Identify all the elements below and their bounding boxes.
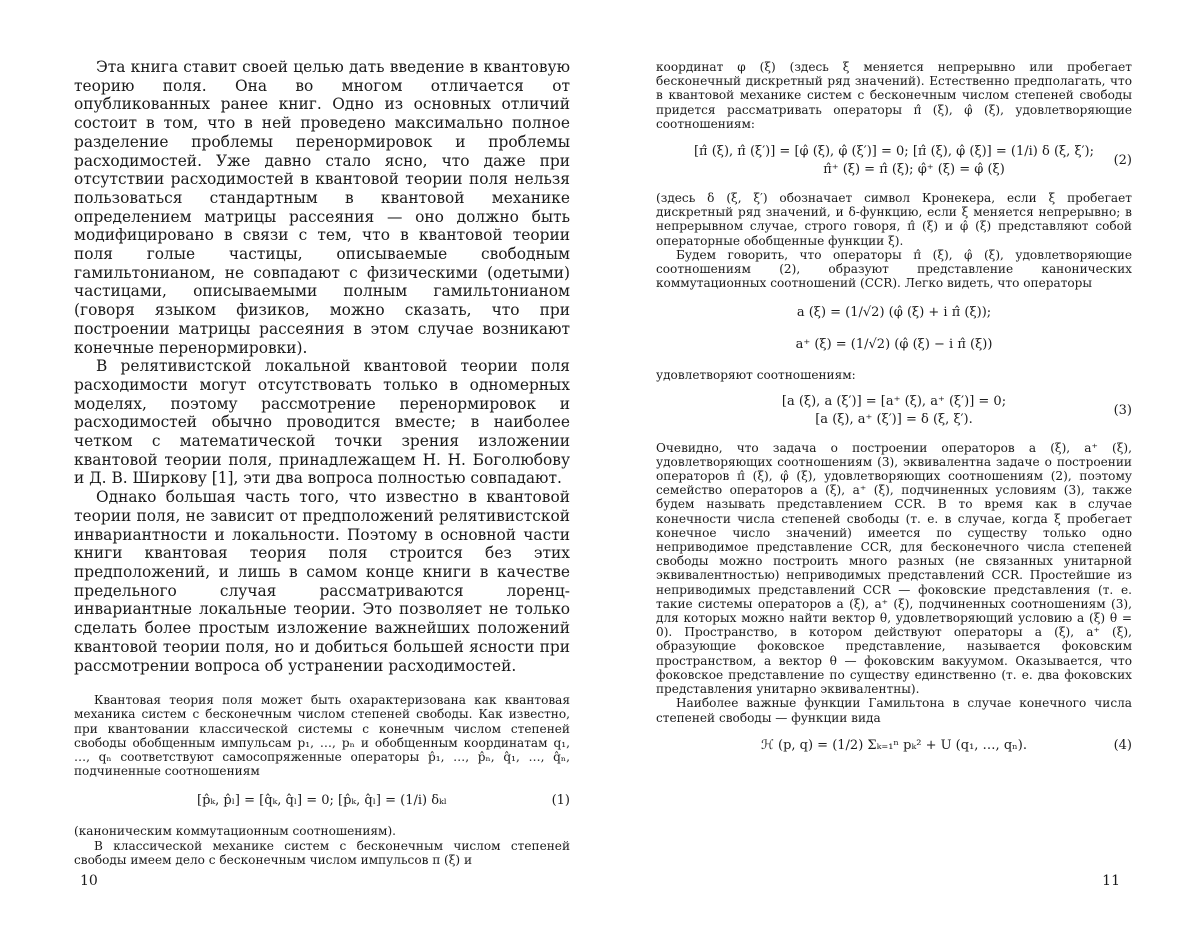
paragraph: Квантовая теория поля может быть охарактеризована как квантовая механика систем с бесконечным числом степеней свободы. Как известно, при квантовании классической системы с конечным числом степеней свободы обобщенным импульсам p₁, …, pₙ и обобщенным координатам q₁, …, qₙ соответствуют самосопряженные операторы p̂₁, …, p̂ₙ, q̂₁, …, q̂ₙ, подчиненные соотношениям bbox=[74, 693, 570, 779]
paragraph: Наиболее важные функции Гамильтона в случае конечного числа степеней свободы — функции вида bbox=[656, 696, 1132, 725]
right-page bbox=[600, 0, 1200, 935]
equation-line: π̂⁺ (ξ) = π̂ (ξ); φ̂⁺ (ξ) = φ̂ (ξ) bbox=[823, 162, 1005, 178]
paragraph: В релятивистской локальной квантовой теории поля расходимости могут отсутствовать только в одномерных моделях, поэтому рассмотрение перенормировок и расходимостей обычно проводится вместе; в наиболее четком с математической точки зрения изложении квантовой теории поля, принадлежащем Н. Н. Боголюбову и Д. В. Ширкову [1], эти два вопроса полностью совпадают. bbox=[74, 357, 570, 488]
equation-number: (1) bbox=[551, 793, 570, 809]
equation-4 bbox=[656, 737, 1132, 755]
small-text bbox=[74, 693, 570, 867]
equation-a bbox=[656, 304, 1132, 354]
equation-line: [a (ξ), a⁺ (ξ′)] = δ (ξ, ξ′). bbox=[815, 411, 973, 427]
paragraph: удовлетворяют соотношениям: bbox=[656, 368, 856, 383]
page-number: 10 bbox=[80, 873, 98, 889]
paragraph: (здесь δ (ξ, ξ′) обозначает символ Кронекера, если ξ пробегает дискретный ряд значений, и δ-функцию, если ξ меняется непрерывно; в непрерывном случае, строго говоря, π̂ (ξ) и φ̂ (ξ) представляют собой операторные обобщенные функции ξ). bbox=[656, 191, 1132, 248]
paragraph: координат φ (ξ) (здесь ξ меняется непрерывно или пробегает бесконечный дискретный ряд значений). Естественно предполагать, что в квантовой механике систем с бесконечным числом степеней свободы придется рассматривать операторы π̂ (ξ), φ̂ (ξ), удовлетворяющие соотношениям: bbox=[656, 60, 1132, 131]
page-number: 11 bbox=[1102, 873, 1120, 889]
paragraph: (каноническим коммутационным соотношениям). bbox=[74, 824, 397, 839]
equation-number: (4) bbox=[1113, 737, 1132, 753]
paragraph: В классической механике систем с бесконечным числом степеней свободы имеем дело с бесконечным числом импульсов π (ξ) и bbox=[74, 838, 570, 867]
equation-line: [a (ξ), a (ξ′)] = [a⁺ (ξ), a⁺ (ξ′)] = 0; bbox=[781, 393, 1007, 409]
equation-2 bbox=[656, 143, 1132, 179]
right-text bbox=[656, 60, 1132, 755]
equation-line: ℋ (p, q) = (1/2) Σₖ₌₁ⁿ pₖ² + U (q₁, …, qₙ). bbox=[761, 737, 1027, 753]
equation-line: [π̂ (ξ), π̂ (ξ′)] = [φ̂ (ξ), φ̂ (ξ′)] = 0; [π̂ (ξ), φ̂ (ξ)] = (1/i) δ (ξ, ξ′); bbox=[693, 144, 1095, 160]
equation-1 bbox=[74, 792, 570, 810]
paragraph: Очевидно, что задача о построении операторов a (ξ), a⁺ (ξ), удовлетворяющих соотношениям (3), эквивалентна задаче о построении операторов π̂ (ξ), φ̂ (ξ), удовлетворяющих соотношениям (2), поэтому семейство операторов a (ξ), a⁺ (ξ), подчиненных условиям (3), также будем называть представлением CCR. В то время как в случае конечности числа степеней свободы (т. е. в случае, когда ξ пробегает конечное число значений) имеется по существу только одно неприводимое представление CCR, для бесконечного числа степеней свободы можно построить много разных (не связанных унитарной эквивалентностью) неприводимых представлений CCR. Простейшие из неприводимых представлений CCR — фоковские представления (т. е. такие системы операторов a (ξ), a⁺ (ξ), подчиненных соотношениям (3), для которых можно найти вектор θ, удовлетворяющий условию a (ξ) θ = 0). Пространство, в котором действуют операторы a (ξ), a⁺ (ξ), образующие фоковское представление, называется фоковским пространством, а вектор θ — фоковским вакуумом. Оказывается, что фоковское представление по существу единственно (т. е. два фоковских представления унитарно эквивалентны). bbox=[656, 440, 1132, 697]
equation-number: (3) bbox=[1113, 402, 1132, 418]
main-text bbox=[74, 58, 570, 675]
paragraph: Будем говорить, что операторы π̂ (ξ), φ̂ (ξ), удовлетворяющие соотношениям (2), образуют представление канонических коммутационных соотношений (CCR). Легко видеть, что операторы bbox=[656, 247, 1132, 291]
equation-number: (2) bbox=[1113, 153, 1132, 169]
paragraph: Однако большая часть того, что известно в квантовой теории поля, не зависит от предположений релятивистской инвариантности и локальности. Поэтому в основной части книги квантовая теория поля строится без этих предположений, и лишь в самом конце книги в качестве предельного случая рассматриваются лоренц-инвариантные локальные теории. Это позволяет не только сделать более простым изложение важнейших положений квантовой теории поля, но и добиться большей ясности при рассмотрении вопроса об устранении расходимостей. bbox=[74, 488, 570, 675]
equation-line: [p̂ₖ, p̂ₗ] = [q̂ₖ, q̂ₗ] = 0; [p̂ₖ, q̂ₗ] = (1/i) δₖₗ bbox=[197, 793, 447, 809]
paragraph: Эта книга ставит своей целью дать введение в квантовую теорию поля. Она во многом отличается от опубликованных ранее книг. Одно из основных отличий состоит в том, что в ней проведено максимально полное разделение проблемы перенормировок и проблемы расходимостей. Уже давно стало ясно, что даже при отсутствии расходимостей в квантовой теории поля нельзя пользоваться стандартным в квантовой механике определением матрицы рассеяния — оно должно быть модифицировано в связи с тем, что в квантовой теории поля голые частицы, описываемые свободным гамильтонианом, не совпадают с физическими (одетыми) частицами, описываемыми полным гамильтонианом (говоря языком физиков, можно сказать, что при построении матрицы рассеяния в этом случае возникают конечные перенормировки). bbox=[74, 58, 570, 357]
equation-3 bbox=[656, 393, 1132, 429]
equation-line: a (ξ) = (1/√2) (φ̂ (ξ) + i π̂ (ξ)); bbox=[796, 305, 992, 321]
equation-line: a⁺ (ξ) = (1/√2) (φ̂ (ξ) − i π̂ (ξ)) bbox=[795, 337, 993, 353]
